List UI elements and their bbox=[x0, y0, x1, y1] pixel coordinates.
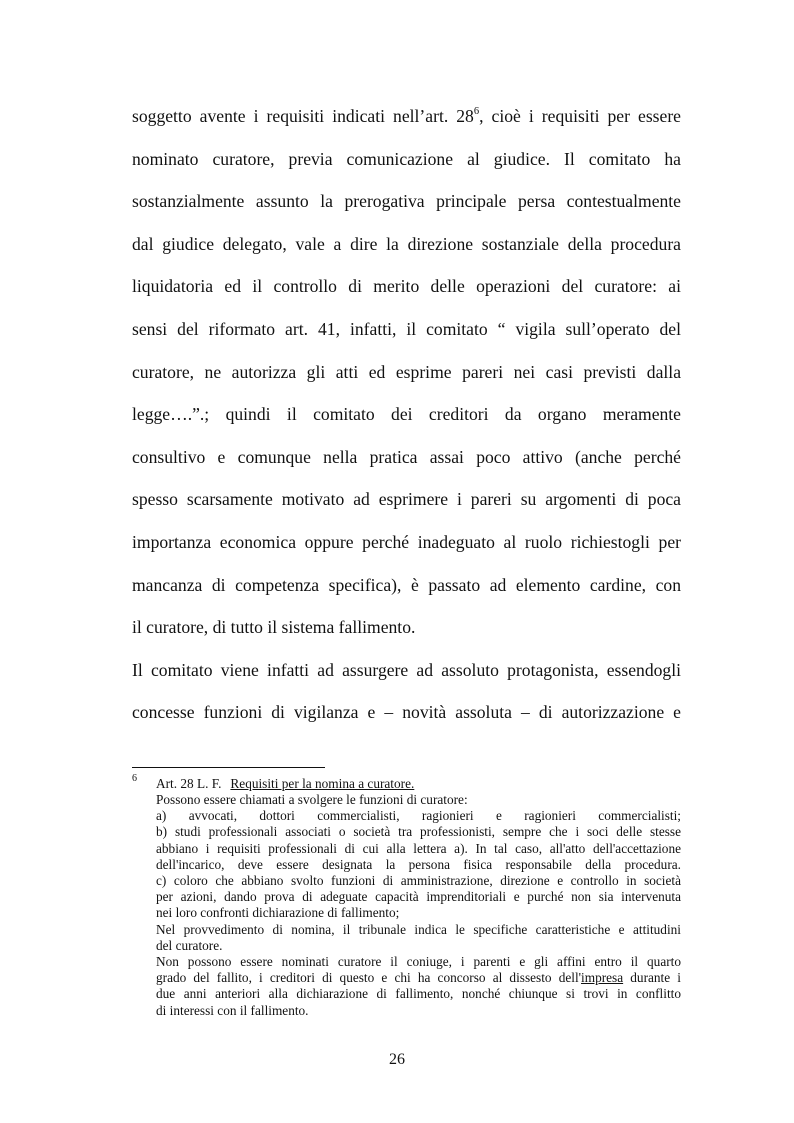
page-number: 26 bbox=[389, 1051, 405, 1068]
footnote-line: abbiano i requisiti professionali di cui alla lettera a). In tal caso, all'atto dell'accettazione bbox=[156, 840, 681, 856]
body-line: liquidatoria ed il controllo di merito delle operazioni del curatore: ai bbox=[132, 276, 681, 297]
footnote-line: di interessi con il fallimento. bbox=[156, 1002, 309, 1018]
footnote-heading-prefix: Art. 28 L. F. bbox=[156, 776, 222, 791]
body-line: importanza economica oppure perché inadeguato al ruolo richiestogli per bbox=[132, 532, 681, 552]
body-line: sostanzialmente assunto la prerogativa principale persa contestualmente bbox=[132, 191, 681, 212]
body-line: consultivo e comunque nella pratica assai poco attivo (anche perché bbox=[132, 446, 681, 467]
body-line: sensi del riformato art. 41, infatti, il comitato “ vigila sull’operato del bbox=[132, 319, 681, 339]
footnote-line: due anni anteriori alla dichiarazione di fallimento, nonché chiunque si trovi in conflitto bbox=[156, 986, 681, 1002]
body-line: il curatore, di tutto il sistema fallimento. bbox=[132, 617, 416, 638]
footnote-heading bbox=[156, 776, 681, 792]
footnote-reference[interactable]: 6 bbox=[473, 106, 480, 117]
body-line: spesso scarsamente motivato ad esprimere i pareri su argomenti di poca bbox=[132, 489, 681, 510]
footnote-line: del curatore. bbox=[156, 937, 223, 953]
footnote-line: Nel provvedimento di nomina, il tribunale indica le specifiche caratteristiche e attitudini bbox=[156, 921, 681, 937]
footnote-line: grado del fallito, i creditori di questo e chi ha concorso al dissesto dell'impresa durante i bbox=[156, 970, 681, 986]
footnote-heading-title: Requisiti per la nomina a curatore. bbox=[230, 776, 415, 791]
body-line: mancanza di competenza specifica), è passato ad elemento cardine, con bbox=[132, 574, 681, 595]
body-line: dal giudice delegato, vale a dire la direzione sostanziale della procedura bbox=[132, 233, 681, 254]
footnote-line: Possono essere chiamati a svolgere le funzioni di curatore: bbox=[156, 792, 468, 807]
body-line: curatore, ne autorizza gli atti ed esprime pareri nei casi previsti dalla bbox=[132, 361, 681, 382]
footnote-line: nei loro confronti dichiarazione di fallimento; bbox=[156, 905, 400, 921]
footnote-line: b) studi professionali associati o società tra professionisti, sempre che i soci delle stesse bbox=[156, 824, 681, 840]
body-line: nominato curatore, previa comunicazione al giudice. Il comitato ha bbox=[132, 148, 681, 169]
footnote-line: per azioni, dando prova di adeguate capacità imprenditoriali e purché non sia intervenuta bbox=[156, 889, 681, 905]
body-line: Il comitato viene infatti ad assurgere ad assoluto protagonista, essendogli bbox=[132, 659, 681, 680]
footnote-number: 6 bbox=[132, 773, 137, 784]
footnote-line: a) avvocati, dottori commercialisti, ragionieri e ragionieri commercialisti; bbox=[156, 808, 681, 824]
underlined-term: impresa bbox=[581, 970, 624, 986]
footnote-line: dell'incarico, deve essere designata la persona fisica responsabile della procedura. bbox=[156, 856, 681, 872]
footnote-line: c) coloro che abbiano svolto funzioni di amministrazione, direzione e controllo in società bbox=[156, 873, 681, 888]
body-line: soggetto avente i requisiti indicati nell’art. 28$^6$, cioè i requisiti per essere bbox=[132, 106, 681, 126]
body-line: concesse funzioni di vigilanza e – novità assoluta – di autorizzazione e bbox=[132, 702, 681, 723]
body-line: legge….”.; quindi il comitato dei creditori da organo meramente bbox=[132, 404, 681, 425]
footnote-line: Non possono essere nominati curatore il coniuge, i parenti e gli affini entro il quarto bbox=[156, 954, 681, 969]
footnote-divider bbox=[132, 767, 325, 768]
